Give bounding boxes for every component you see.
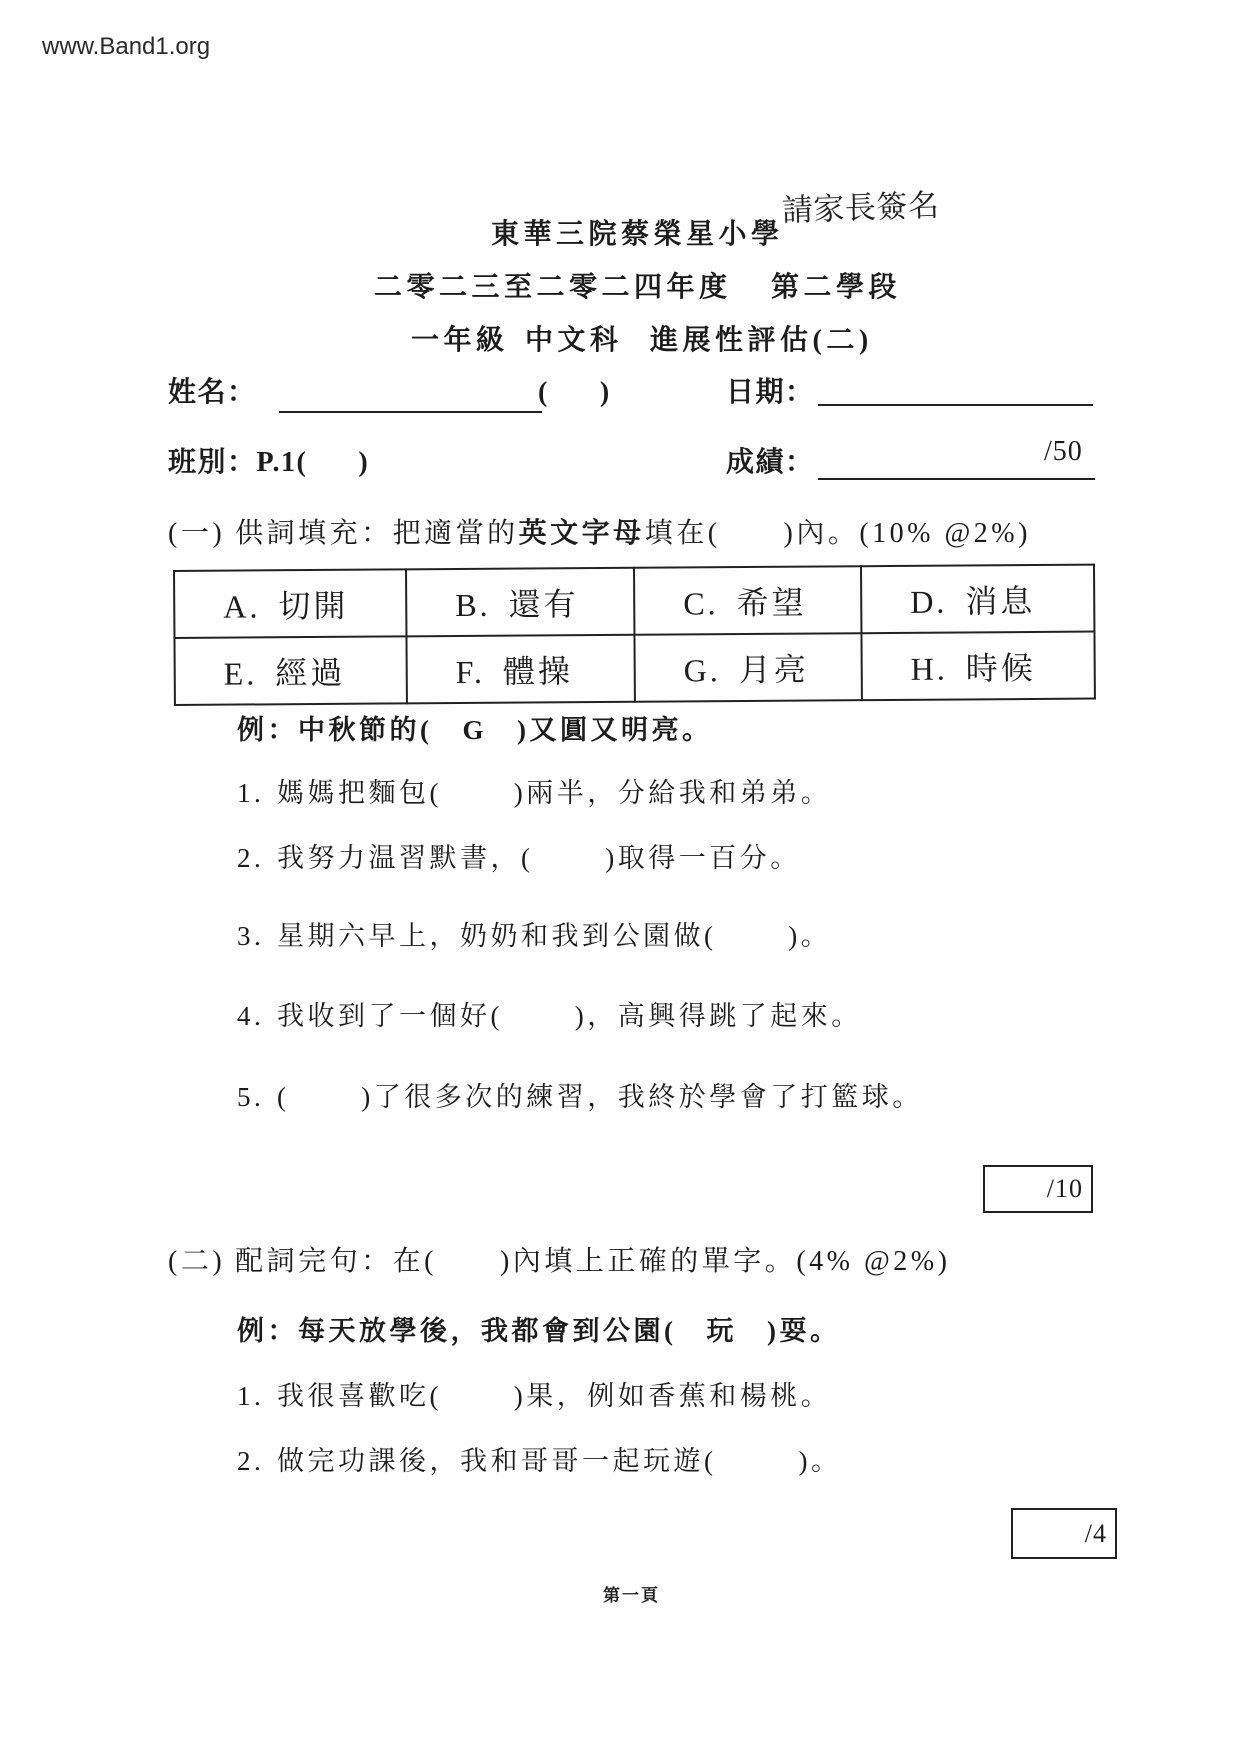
section-2-instruction: 配詞完句：在( )內填上正確的單字。 <box>235 1246 797 1277</box>
word-bank-cell <box>861 632 1094 701</box>
word-bank-letter: A. <box>223 587 261 625</box>
score-label: 成績： <box>726 447 815 478</box>
section-1-instruction-end: 填在( )內。 <box>644 518 860 549</box>
section-2-heading <box>168 1245 950 1279</box>
question-item <box>237 1380 831 1412</box>
class-label: 班別：P.1( ) <box>168 447 370 478</box>
question-item <box>237 842 801 874</box>
word-bank-word: 體操 <box>502 652 574 690</box>
example-label: 例： <box>237 715 298 745</box>
word-bank-letter: D. <box>910 583 948 620</box>
word-bank-word: 時候 <box>965 649 1036 686</box>
section-2-example <box>237 1315 841 1347</box>
date-label: 日期： <box>726 377 815 408</box>
word-bank-letter: B. <box>455 586 491 623</box>
word-bank-letter: C. <box>683 584 719 621</box>
score-total: /50 <box>1044 436 1083 467</box>
question-text: ( )了很多次的練習，我終於學會了打籃球。 <box>277 1082 923 1112</box>
score-blank-line <box>818 478 1095 480</box>
word-bank-cell <box>406 635 634 704</box>
question-text: 我收到了一個好( )，高興得跳了起來。 <box>277 1001 862 1031</box>
school-name: 東華三院蔡榮星小學 <box>491 219 784 250</box>
word-bank-letter: F. <box>455 653 486 690</box>
section-2-marks: (4% @2%) <box>796 1246 951 1277</box>
word-bank-word: 月亮 <box>738 651 809 688</box>
section-1-marks: (10% @2%) <box>859 518 1031 549</box>
word-bank-cell <box>634 633 861 702</box>
example-text-before: 中秋節的( <box>298 715 433 745</box>
word-bank-cell <box>634 566 861 635</box>
word-bank-cell <box>406 568 634 637</box>
section-2-score-box: /4 <box>1011 1508 1117 1559</box>
word-bank-word: 切開 <box>278 587 349 624</box>
question-number: 5. <box>237 1082 265 1112</box>
word-bank-word: 還有 <box>508 585 579 623</box>
question-item <box>237 1445 841 1477</box>
name-label: 姓名： <box>168 377 257 408</box>
section-1-instruction-emphasis: 英文字母 <box>518 518 645 549</box>
question-text: 媽媽把麵包( )兩半，分給我和弟弟。 <box>277 778 832 808</box>
word-bank-word: 消息 <box>965 582 1036 619</box>
question-item <box>237 920 831 952</box>
word-bank-word: 經過 <box>275 654 346 691</box>
word-bank-letter: G. <box>683 651 721 688</box>
page-number: 第一頁 <box>603 1586 660 1605</box>
section-1-number: (一) <box>168 518 226 549</box>
date-blank-line <box>818 404 1093 406</box>
word-bank-cell <box>174 569 406 638</box>
question-item <box>237 777 831 809</box>
question-number: 1. <box>237 778 265 808</box>
assessment-title: 進展性評估(二) <box>650 325 873 356</box>
question-item <box>237 1000 862 1032</box>
word-bank-cell <box>861 565 1094 634</box>
example-answer: 玩 <box>706 1316 737 1346</box>
word-bank-cell <box>174 636 406 705</box>
example-text-before: 每天放學後，我都會到公園( <box>298 1316 677 1346</box>
name-blank-line <box>279 411 542 413</box>
question-number: 3. <box>237 921 265 951</box>
question-text: 我努力温習默書，( )取得一百分。 <box>277 843 801 873</box>
question-item <box>237 1081 923 1113</box>
question-number: 4. <box>237 1001 265 1031</box>
grade: 一年級 <box>411 325 509 356</box>
parent-signature-note: 請家長簽名 <box>781 187 941 229</box>
question-text: 我很喜歡吃( )果，例如香蕉和楊桃。 <box>277 1381 832 1411</box>
source-watermark: www.Band1.org <box>42 33 211 60</box>
section-1-example <box>237 714 713 746</box>
question-text: 做完功課後，我和哥哥一起玩遊( )。 <box>277 1446 842 1476</box>
section-1-score-box: /10 <box>983 1165 1093 1213</box>
question-number: 2. <box>237 1446 265 1476</box>
subject: 中文科 <box>525 325 623 356</box>
word-bank-letter: H. <box>910 650 948 687</box>
word-bank-row <box>174 565 1094 638</box>
example-text-after: )又圓又明亮。 <box>517 715 713 745</box>
example-label: 例： <box>237 1316 298 1346</box>
example-answer: G <box>462 715 488 745</box>
section-1-instruction-start: 供詞填充：把適當的 <box>235 518 519 549</box>
question-text: 星期六早上，奶奶和我到公園做( )。 <box>277 921 832 951</box>
example-text-after: )耍。 <box>767 1316 841 1346</box>
question-number: 2. <box>237 843 265 873</box>
word-bank-letter: E. <box>223 654 258 692</box>
question-number: 1. <box>237 1381 265 1411</box>
word-bank-word: 希望 <box>736 584 807 621</box>
section-2-number: (二) <box>168 1246 226 1277</box>
section-1-heading <box>168 517 1031 551</box>
word-bank-row <box>174 632 1094 705</box>
class-number-blank: ( ) <box>538 377 611 408</box>
academic-year: 二零二三至二零二四年度 <box>374 272 732 303</box>
word-bank-table <box>173 564 1096 706</box>
term: 第二學段 <box>771 272 902 303</box>
